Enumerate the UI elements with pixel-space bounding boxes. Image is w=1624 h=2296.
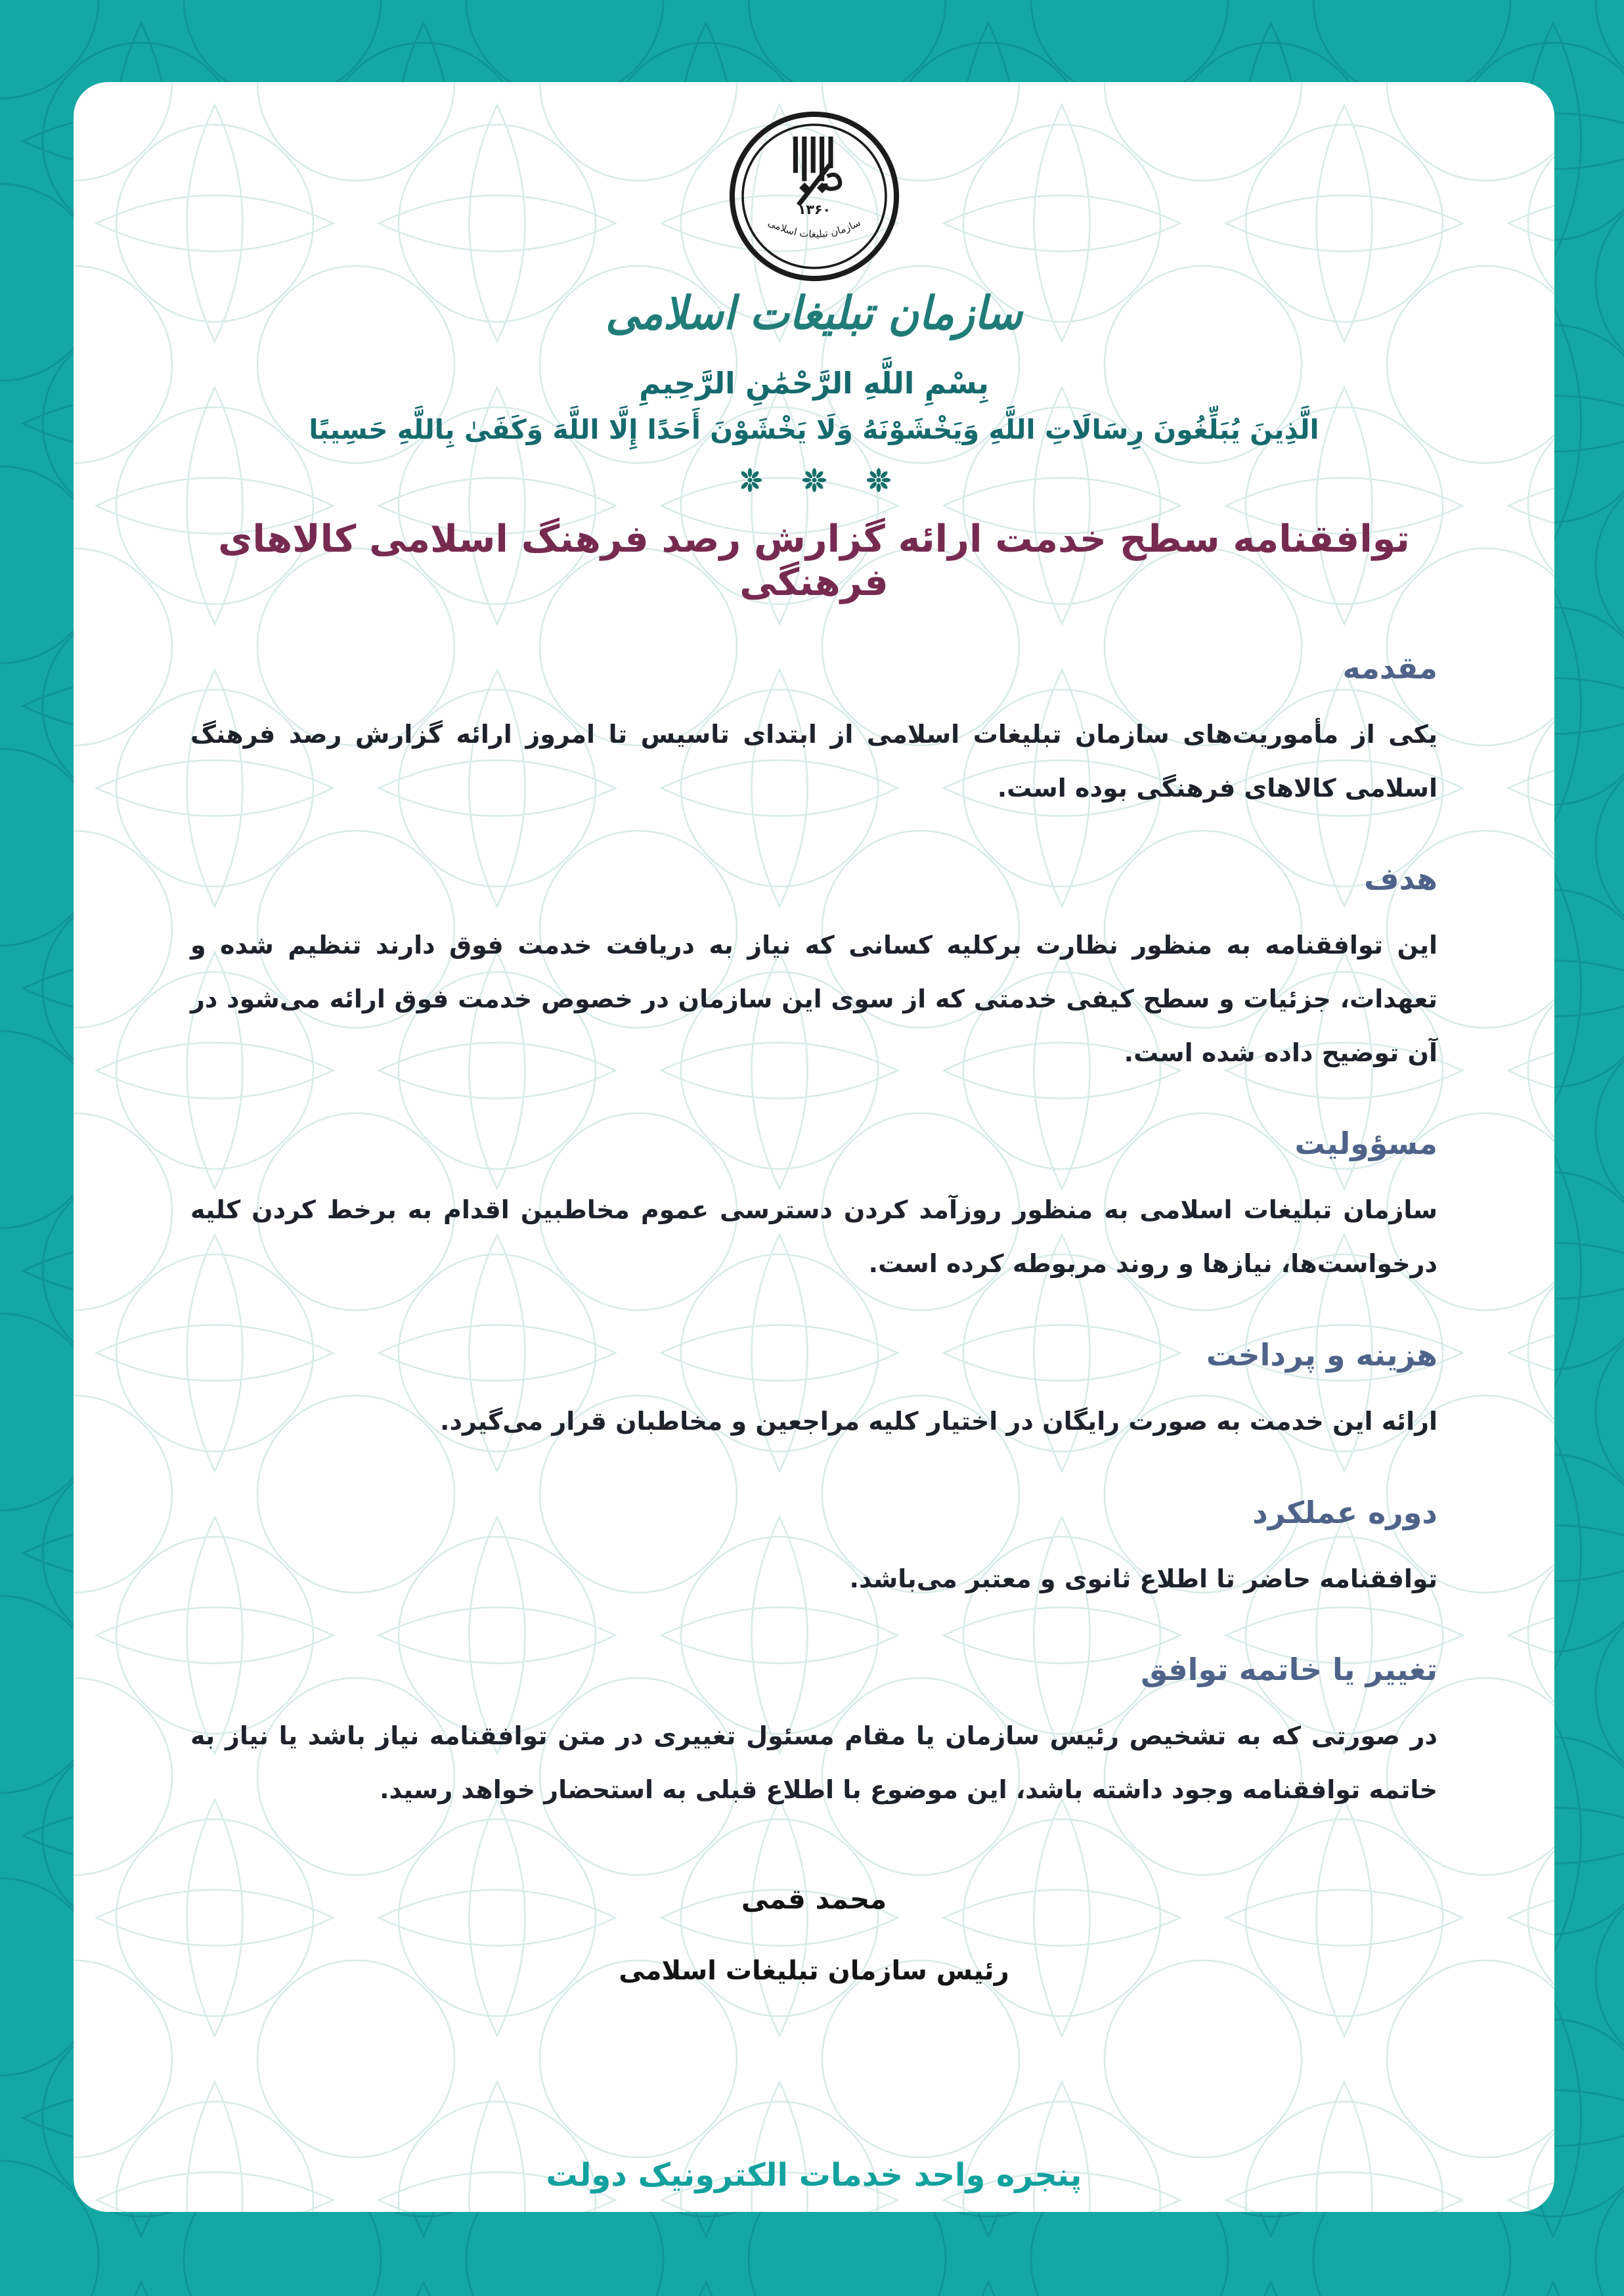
signature-block	[190, 1883, 1437, 1986]
document-paper	[74, 82, 1554, 2212]
section-body-goal: این توافقنامه به منظور نظارت برکلیه کسانی که نیاز به دریافت خدمت فوق دارند تنظیم شده و تعهدات، جزئیات و سطح کیفی خدمتی که از سوی این سازمان در خصوص خدمت فوق ارائه می‌شود در آن توضیح داده شده است.	[190, 931, 1437, 1067]
section-heading-introduction: مقدمه	[1342, 650, 1437, 686]
quran-verse-text: الَّذِينَ يُبَلِّغُونَ رِسَالَاتِ اللَّهِ وَيَخْشَوْنَهُ وَلَا يَخْشَوْنَ أَحَدًا إِلَّا اللَّهَ وَكَفَىٰ بِاللَّهِ حَسِيبًا	[309, 414, 1319, 445]
section-body-cost-payment: ارائه این خدمت به صورت رایگان در اختیار کلیه مراجعین و مخاطبان قرار می‌گیرد.	[440, 1406, 1437, 1436]
section-body-performance-period: توافقنامه حاضر تا اطلاع ثانوی و معتبر می‌باشد.	[849, 1564, 1437, 1593]
footer-text: پنجره واحد خدمات الکترونیک دولت	[546, 2157, 1082, 2194]
section-body-change-termination: در صورتی که به تشخیص رئیس سازمان یا مقام مسئول تغییری در متن توافقنامه نیاز باشد یا نیاز به خاتمه توافقنامه وجود داشته باشد، این موضوع با اطلاع قبلی به استحضار خواهد رسید.	[190, 1721, 1437, 1804]
kufic-allah-calligraphy	[793, 137, 839, 206]
logo-org-name-arc: سازمان تبلیغات اسلامی	[766, 216, 862, 240]
org-calligraphy-signature: سازمان تبلیغات اسلامی	[605, 288, 1022, 340]
section-body-introduction: یکی از مأموریت‌های سازمان تبلیغات اسلامی از ابتدای تاسیس تا امروز ارائه گزارش رصد فرهنگ اسلامی کالاهای فرهنگی بوده است.	[190, 720, 1437, 803]
document-content	[74, 82, 1554, 1986]
org-emblem-logo	[726, 108, 902, 284]
section-heading-cost-payment: هزینه و پرداخت	[1206, 1336, 1437, 1373]
flower-asterisk-icon	[801, 466, 828, 494]
signatory-name: محمد قمی	[741, 1882, 887, 1915]
logo-year-text: ۱۳۶۰	[797, 201, 831, 217]
section-heading-goal: هدف	[1364, 861, 1437, 897]
section-heading-responsibility: مسؤولیت	[1294, 1126, 1437, 1162]
document-title: توافقنامه سطح خدمت ارائه گزارش رصد فرهنگ اسلامی کالاهای فرهنگی	[218, 518, 1410, 604]
bismillah-text: بِسْمِ اللَّهِ الرَّحْمَٰنِ الرَّحِيمِ	[639, 366, 989, 401]
section-heading-change-termination: تغییر یا خاتمه توافق	[1141, 1652, 1437, 1688]
flower-asterisk-icon	[865, 466, 892, 494]
section-body-responsibility: سازمان تبلیغات اسلامی به منظور روزآمد کردن دسترسی عموم مخاطبین اقدام به برخط کردن کلیه درخواست‌ها، نیازها و روند مربوطه کرده است.	[190, 1195, 1437, 1279]
flower-asterisk-icon	[736, 466, 764, 494]
section-heading-performance-period: دوره عملکرد	[1252, 1494, 1437, 1530]
signatory-role: رئیس سازمان تبلیغات اسلامی	[619, 1955, 1009, 1986]
separator-ornament	[190, 466, 1437, 494]
